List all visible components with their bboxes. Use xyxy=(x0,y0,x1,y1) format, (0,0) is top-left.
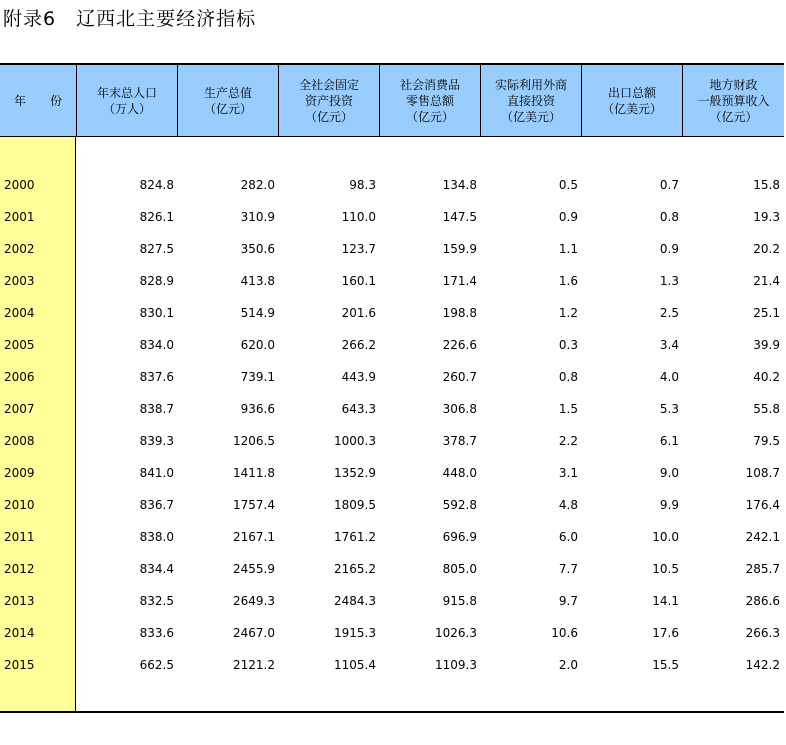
population-cell: 837.6 xyxy=(139,370,174,384)
exports-cell: 3.4 xyxy=(659,338,679,352)
table-row xyxy=(0,393,784,425)
fdi-cell: 0.9 xyxy=(558,210,578,224)
gdp-cell: 1411.8 xyxy=(233,466,275,480)
year-cell: 2015 xyxy=(4,658,35,672)
exports-cell: 10.0 xyxy=(652,530,679,544)
population-cell: 828.9 xyxy=(139,274,174,288)
fiscal-cell: 55.8 xyxy=(753,402,780,416)
year-cell: 2009 xyxy=(4,466,35,480)
table-row xyxy=(0,649,784,681)
fiscal-cell: 108.7 xyxy=(745,466,780,480)
fiscal-cell: 79.5 xyxy=(753,434,780,448)
investment-cell: 1915.3 xyxy=(334,626,376,640)
gdp-cell: 2467.0 xyxy=(233,626,275,640)
population-cell: 836.7 xyxy=(139,498,174,512)
retail-cell: 134.8 xyxy=(442,178,477,192)
table-row xyxy=(0,425,784,457)
table-row xyxy=(0,457,784,489)
investment-cell: 643.3 xyxy=(341,402,376,416)
fiscal-cell: 19.3 xyxy=(753,210,780,224)
population-cell: 841.0 xyxy=(139,466,174,480)
year-cell: 2014 xyxy=(4,626,35,640)
fdi-cell: 1.1 xyxy=(558,242,578,256)
table-bottom-rule xyxy=(0,711,784,713)
gdp-cell: 2455.9 xyxy=(233,562,275,576)
investment-cell: 443.9 xyxy=(341,370,376,384)
exports-cell: 0.7 xyxy=(659,178,679,192)
fiscal-cell: 266.3 xyxy=(745,626,780,640)
fdi-cell: 4.8 xyxy=(558,498,578,512)
fiscal-cell: 176.4 xyxy=(745,498,780,512)
exports-cell: 9.0 xyxy=(659,466,679,480)
fiscal-cell: 285.7 xyxy=(745,562,780,576)
exports-cell: 5.3 xyxy=(659,402,679,416)
population-cell: 838.0 xyxy=(139,530,174,544)
population-cell: 662.5 xyxy=(139,658,174,672)
retail-cell: 159.9 xyxy=(442,242,477,256)
retail-cell: 198.8 xyxy=(442,306,477,320)
fdi-cell: 0.3 xyxy=(558,338,578,352)
year-cell: 2005 xyxy=(4,338,35,352)
year-cell: 2001 xyxy=(4,210,35,224)
retail-cell: 592.8 xyxy=(442,498,477,512)
exports-cell: 9.9 xyxy=(659,498,679,512)
exports-cell: 0.8 xyxy=(659,210,679,224)
fdi-cell: 1.2 xyxy=(558,306,578,320)
exports-cell: 6.1 xyxy=(659,434,679,448)
year-cell: 2004 xyxy=(4,306,35,320)
fiscal-cell: 39.9 xyxy=(753,338,780,352)
fdi-cell: 2.0 xyxy=(558,658,578,672)
exports-cell: 2.5 xyxy=(659,306,679,320)
gdp-cell: 2167.1 xyxy=(233,530,275,544)
header-fixed-asset-investment: 全社会固定 资产投资 （亿元） xyxy=(279,65,380,136)
year-cell: 2008 xyxy=(4,434,35,448)
year-cell: 2006 xyxy=(4,370,35,384)
retail-cell: 696.9 xyxy=(442,530,477,544)
exports-cell: 14.1 xyxy=(652,594,679,608)
table-row xyxy=(0,585,784,617)
fdi-cell: 9.7 xyxy=(558,594,578,608)
retail-cell: 378.7 xyxy=(442,434,477,448)
retail-cell: 226.6 xyxy=(442,338,477,352)
gdp-cell: 936.6 xyxy=(240,402,275,416)
fiscal-cell: 40.2 xyxy=(753,370,780,384)
exports-cell: 1.3 xyxy=(659,274,679,288)
table-row xyxy=(0,201,784,233)
fiscal-cell: 142.2 xyxy=(745,658,780,672)
gdp-cell: 282.0 xyxy=(240,178,275,192)
exports-cell: 17.6 xyxy=(652,626,679,640)
year-cell: 2011 xyxy=(4,530,35,544)
fiscal-cell: 25.1 xyxy=(753,306,780,320)
page-title: 附录6 辽西北主要经济指标 xyxy=(3,8,257,30)
retail-cell: 448.0 xyxy=(442,466,477,480)
table-row xyxy=(0,265,784,297)
year-cell: 2007 xyxy=(4,402,35,416)
year-cell: 2012 xyxy=(4,562,35,576)
population-cell: 827.5 xyxy=(139,242,174,256)
fdi-cell: 3.1 xyxy=(558,466,578,480)
year-cell: 2002 xyxy=(4,242,35,256)
gdp-cell: 310.9 xyxy=(240,210,275,224)
header-fiscal-revenue: 地方财政 一般预算收入 （亿元） xyxy=(697,77,770,124)
table-row xyxy=(0,361,784,393)
table-header xyxy=(0,65,784,137)
investment-cell: 1000.3 xyxy=(334,434,376,448)
fdi-cell: 0.5 xyxy=(558,178,578,192)
table-row xyxy=(0,617,784,649)
population-cell: 830.1 xyxy=(139,306,174,320)
investment-cell: 201.6 xyxy=(341,306,376,320)
investment-cell: 110.0 xyxy=(341,210,376,224)
fiscal-cell: 20.2 xyxy=(753,242,780,256)
fdi-cell: 10.6 xyxy=(551,626,578,640)
exports-cell: 0.9 xyxy=(659,242,679,256)
exports-cell: 10.5 xyxy=(652,562,679,576)
table-row xyxy=(0,521,784,553)
year-cell: 2013 xyxy=(4,594,35,608)
table-row xyxy=(0,553,784,585)
population-cell: 826.1 xyxy=(139,210,174,224)
investment-cell: 1105.4 xyxy=(334,658,376,672)
fdi-cell: 6.0 xyxy=(558,530,578,544)
fiscal-cell: 286.6 xyxy=(745,594,780,608)
investment-cell: 1761.2 xyxy=(334,530,376,544)
population-cell: 834.0 xyxy=(139,338,174,352)
investment-cell: 98.3 xyxy=(349,178,376,192)
table-row xyxy=(0,297,784,329)
population-cell: 838.7 xyxy=(139,402,174,416)
retail-cell: 306.8 xyxy=(442,402,477,416)
population-cell: 834.4 xyxy=(139,562,174,576)
fdi-cell: 1.6 xyxy=(558,274,578,288)
fdi-cell: 1.5 xyxy=(558,402,578,416)
retail-cell: 171.4 xyxy=(442,274,477,288)
investment-cell: 2484.3 xyxy=(334,594,376,608)
investment-cell: 160.1 xyxy=(341,274,376,288)
gdp-cell: 739.1 xyxy=(240,370,275,384)
fdi-cell: 2.2 xyxy=(558,434,578,448)
year-cell: 2000 xyxy=(4,178,35,192)
population-cell: 839.3 xyxy=(139,434,174,448)
investment-cell: 1352.9 xyxy=(334,466,376,480)
header-exports: 出口总额 （亿美元） xyxy=(582,65,683,136)
gdp-cell: 350.6 xyxy=(240,242,275,256)
exports-cell: 15.5 xyxy=(652,658,679,672)
gdp-cell: 514.9 xyxy=(240,306,275,320)
investment-cell: 2165.2 xyxy=(334,562,376,576)
gdp-cell: 620.0 xyxy=(240,338,275,352)
gdp-cell: 2121.2 xyxy=(233,658,275,672)
year-cell: 2010 xyxy=(4,498,35,512)
header-retail-sales: 社会消费品 零售总额 （亿元） xyxy=(380,65,481,136)
header-gdp: 生产总值 （亿元） xyxy=(178,65,279,136)
fdi-cell: 0.8 xyxy=(558,370,578,384)
exports-cell: 4.0 xyxy=(659,370,679,384)
gdp-cell: 1206.5 xyxy=(233,434,275,448)
retail-cell: 915.8 xyxy=(442,594,477,608)
fiscal-cell: 242.1 xyxy=(745,530,780,544)
fiscal-cell: 21.4 xyxy=(753,274,780,288)
retail-cell: 805.0 xyxy=(442,562,477,576)
fdi-cell: 7.7 xyxy=(558,562,578,576)
table-row xyxy=(0,489,784,521)
gdp-cell: 1757.4 xyxy=(233,498,275,512)
retail-cell: 1026.3 xyxy=(435,626,477,640)
gdp-cell: 2649.3 xyxy=(233,594,275,608)
retail-cell: 147.5 xyxy=(442,210,477,224)
investment-cell: 123.7 xyxy=(341,242,376,256)
retail-cell: 260.7 xyxy=(442,370,477,384)
table-row xyxy=(0,169,784,201)
table-row xyxy=(0,329,784,361)
retail-cell: 1109.3 xyxy=(435,658,477,672)
header-fdi: 实际利用外商 直接投资 （亿美元） xyxy=(481,65,582,136)
header-year: 年 份 xyxy=(0,65,77,136)
population-cell: 832.5 xyxy=(139,594,174,608)
population-cell: 833.6 xyxy=(139,626,174,640)
year-cell: 2003 xyxy=(4,274,35,288)
table-row xyxy=(0,233,784,265)
fiscal-cell: 15.8 xyxy=(753,178,780,192)
investment-cell: 1809.5 xyxy=(334,498,376,512)
population-cell: 824.8 xyxy=(139,178,174,192)
investment-cell: 266.2 xyxy=(341,338,376,352)
header-population: 年末总人口 （万人） xyxy=(77,65,178,136)
gdp-cell: 413.8 xyxy=(240,274,275,288)
